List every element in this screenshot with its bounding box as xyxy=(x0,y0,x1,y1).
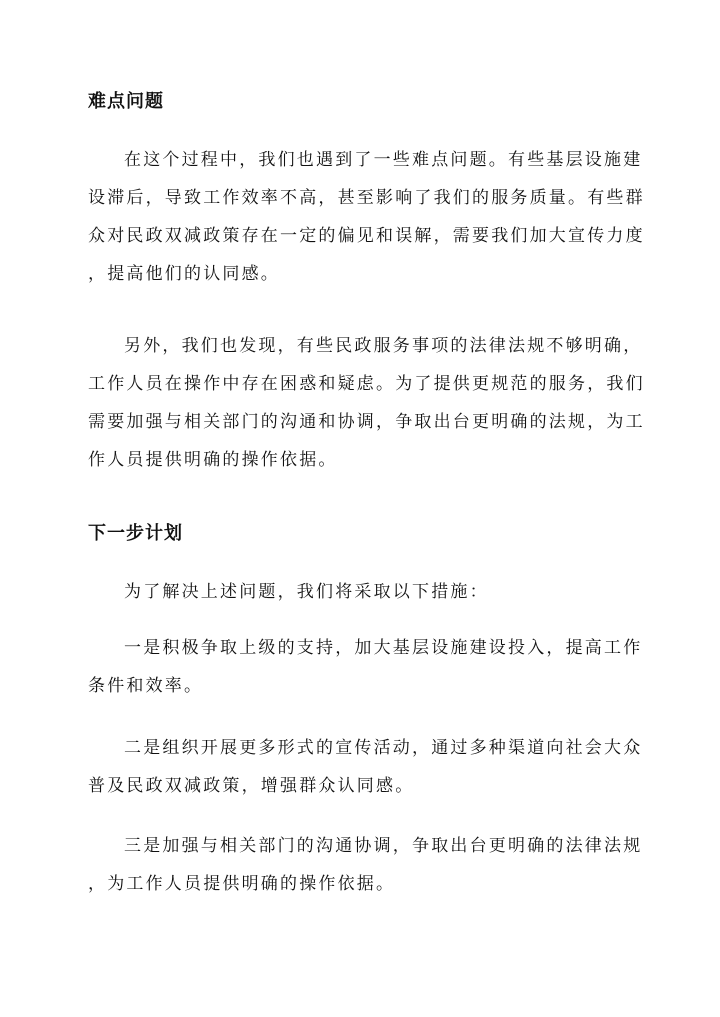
text-line: 三是加强与相关部门的沟通协调，争取出台更明确的法律法规 xyxy=(124,836,643,856)
text-line: 二是组织开展更多形式的宣传活动，通过多种渠道向社会大众 xyxy=(124,738,643,758)
paragraph-plan-measure-3 xyxy=(88,834,643,910)
text-line: 工作人员在操作中存在困惑和疑虑。为了提供更规范的服务，我们 xyxy=(88,374,645,394)
text-line: ，提高他们的认同感。 xyxy=(88,264,280,284)
text-line: ，为工作人员提供明确的操作依据。 xyxy=(88,874,396,894)
text-line: 一是积极争取上级的支持，加大基层设施建设投入，提高工作 xyxy=(124,638,643,658)
text-line: 在这个过程中，我们也遇到了一些难点问题。有些基层设施建 xyxy=(124,150,643,170)
section-heading-next-plan: 下一步计划 xyxy=(88,523,183,544)
text-line: 另外，我们也发现，有些民政服务事项的法律法规不够明确， xyxy=(124,336,643,356)
text-line: 条件和效率。 xyxy=(88,676,204,696)
paragraph-plan-measure-1 xyxy=(88,636,643,712)
paragraph-difficulties-1 xyxy=(88,148,645,300)
text-line: 需要加强与相关部门的沟通和协调，争取出台更明确的法规，为工 xyxy=(88,412,645,432)
text-line: 设滞后，导致工作效率不高，甚至影响了我们的服务质量。有些群 xyxy=(88,188,645,208)
text-line: 普及民政双减政策，增强群众认同感。 xyxy=(88,776,415,796)
text-line: 为了解决上述问题，我们将采取以下措施： xyxy=(124,582,489,602)
text-line: 作人员提供明确的操作依据。 xyxy=(88,450,338,470)
text-line: 众对民政双减政策存在一定的偏见和误解，需要我们加大宣传力度 xyxy=(88,226,645,246)
paragraph-plan-measure-2 xyxy=(88,736,643,812)
paragraph-difficulties-2 xyxy=(88,334,645,486)
section-heading-difficulties: 难点问题 xyxy=(88,91,164,112)
paragraph-plan-intro xyxy=(88,580,634,618)
